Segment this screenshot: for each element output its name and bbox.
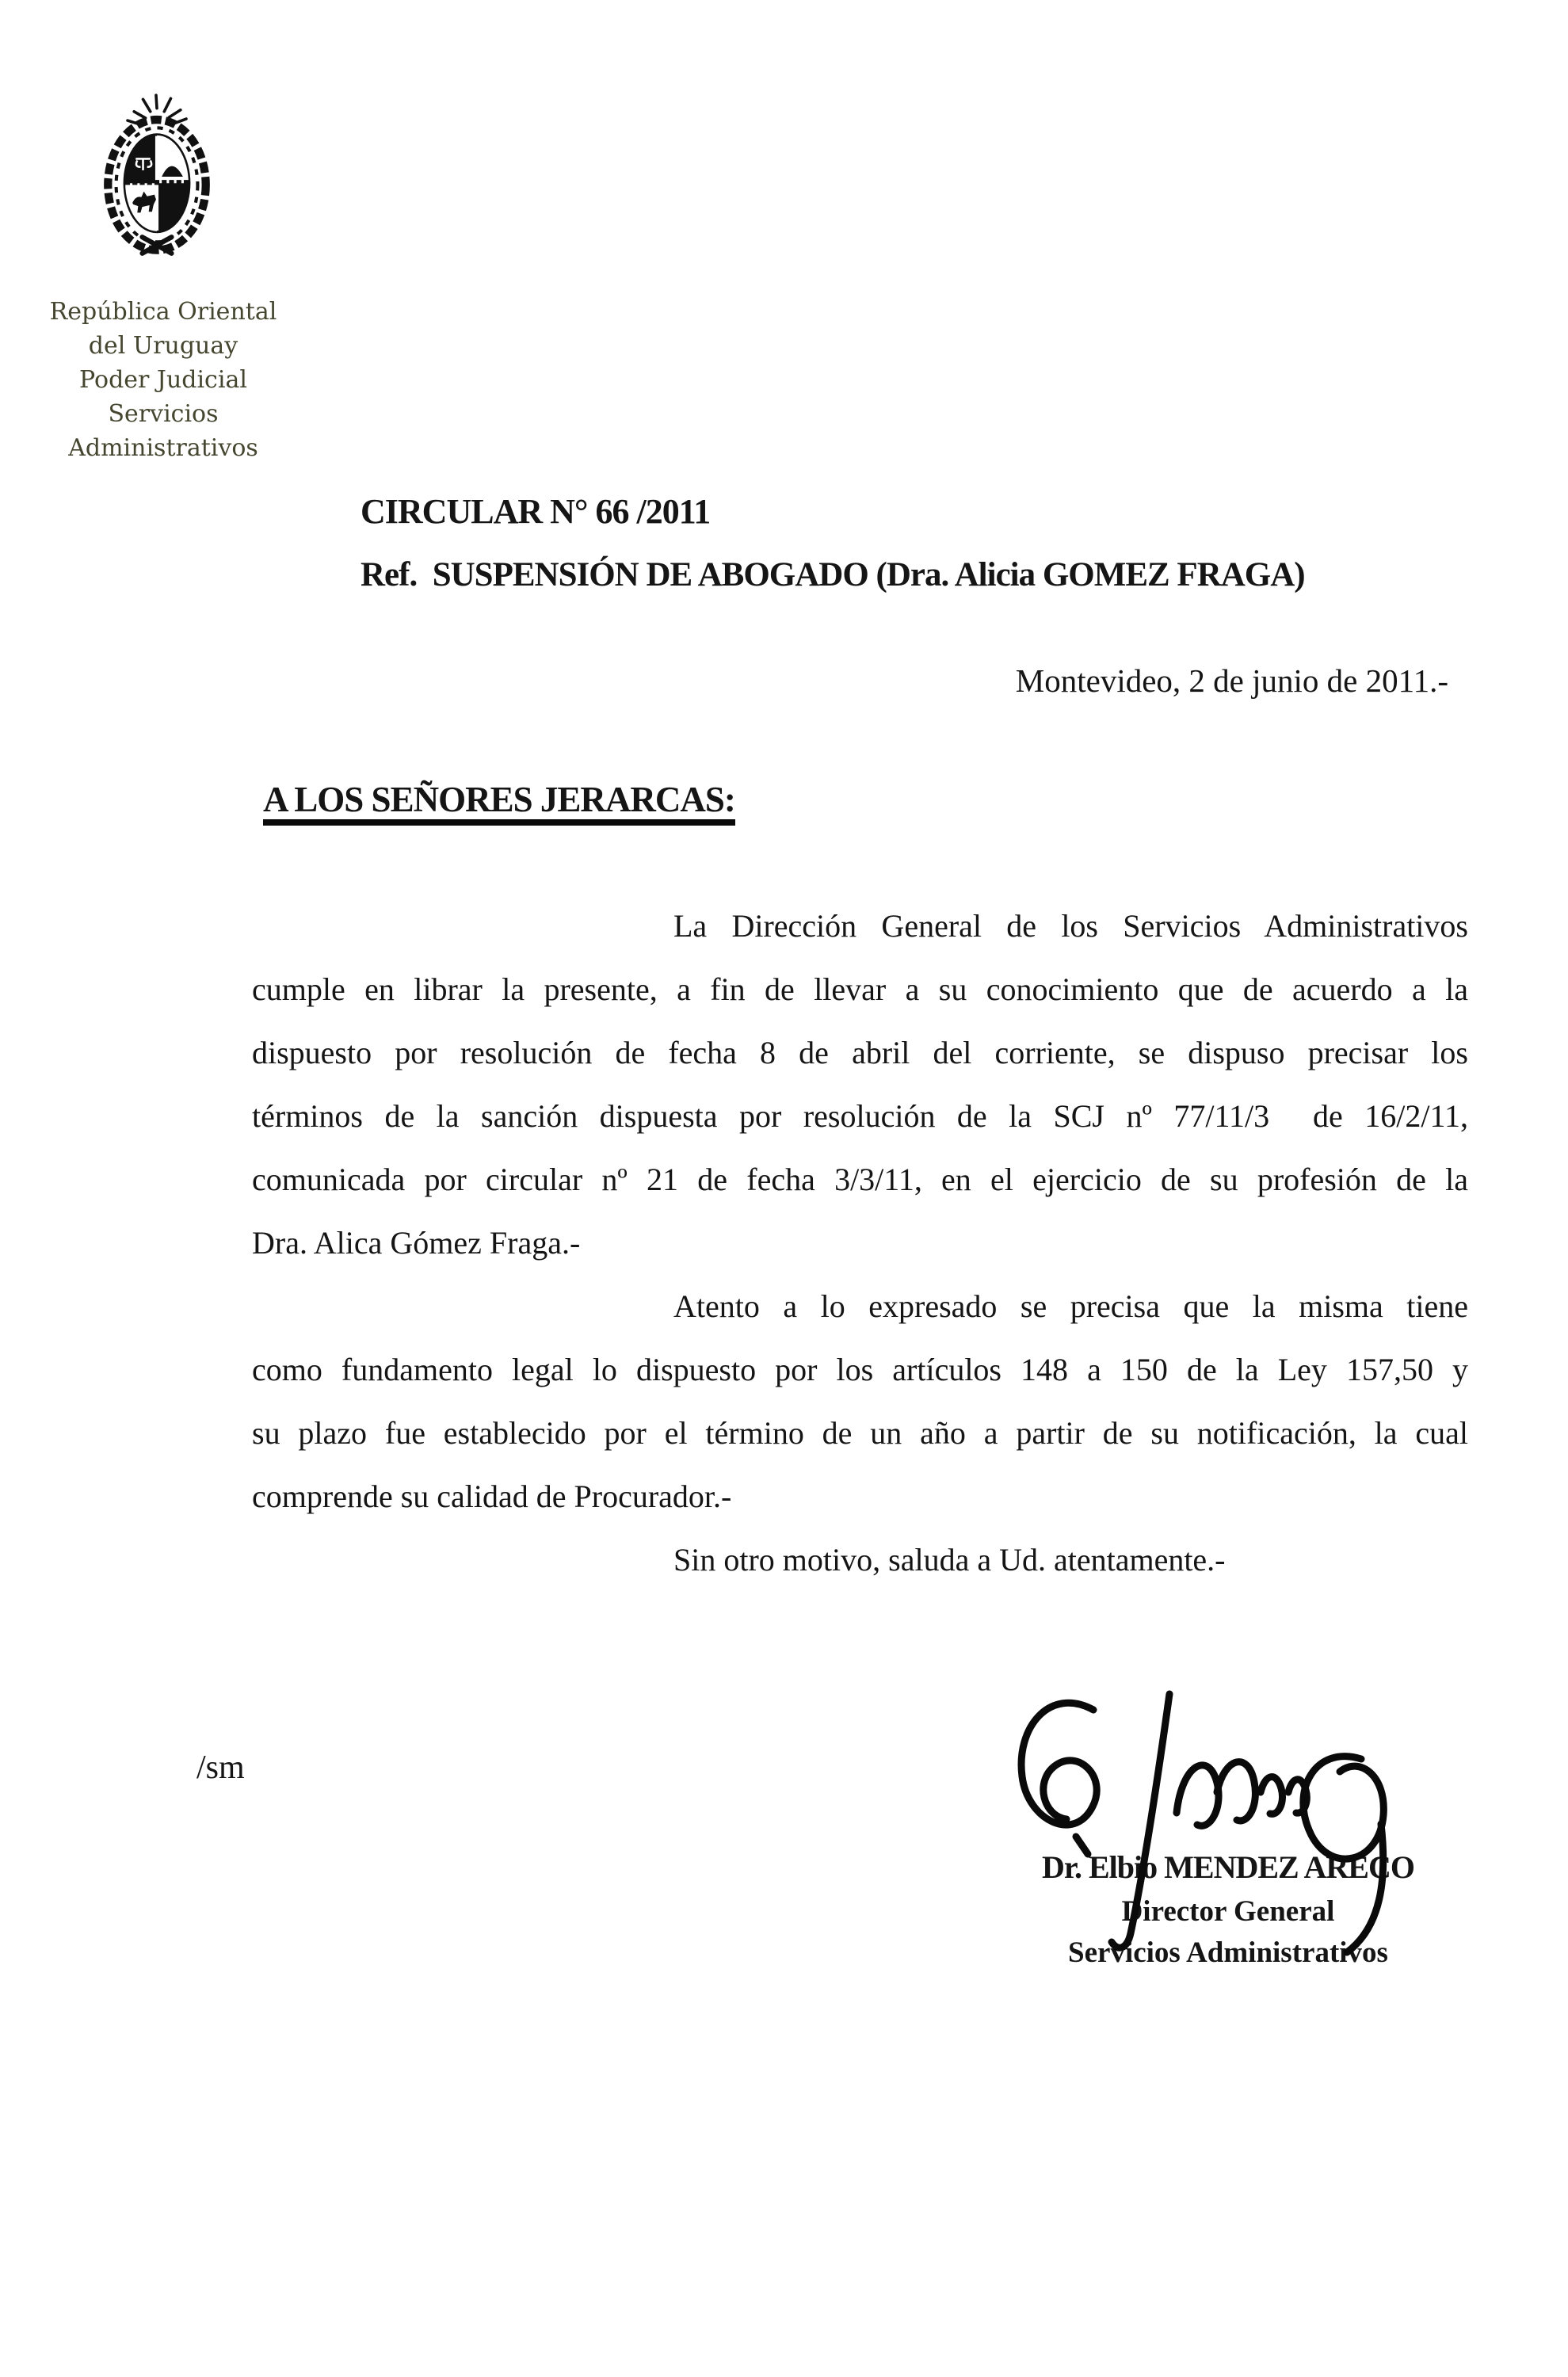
body-line: dispuesto por resolución de fecha 8 de abril del corriente, se dispuso precisar los <box>252 1035 1468 1070</box>
signatory-title: Director General <box>1121 1895 1335 1928</box>
signature-scribble <box>975 1672 1402 1961</box>
salutation-row <box>263 780 735 826</box>
body-line: Atento a lo expresado se precisa que la misma tiene <box>673 1288 1468 1324</box>
body-text <box>252 895 1468 1592</box>
uruguay-coat-of-arms-icon <box>100 93 214 257</box>
letterhead-line: Administrativos <box>68 434 258 462</box>
salutation: A LOS SEÑORES JERARCAS: <box>263 780 735 826</box>
dateline: Montevideo, 2 de junio de 2011.- <box>1015 662 1448 699</box>
body-line: La Dirección General de los Servicios Administrativos <box>673 908 1468 944</box>
body-line: comunicada por circular nº 21 de fecha 3/3/11, en el ejercicio de su profesión de la <box>252 1162 1468 1197</box>
typist-initials: /sm <box>196 1749 245 1786</box>
circular-number: CIRCULAR N° 66 /2011 <box>361 492 711 531</box>
letterhead-line: Poder Judicial <box>79 366 247 394</box>
letterhead-line: República Oriental <box>49 298 277 326</box>
signatory-name: Dr. Elbio MENDEZ ARECO <box>1042 1849 1414 1885</box>
body-line: su plazo fue establecido por el término de un año a partir de su notificación, la cual <box>252 1415 1468 1451</box>
letterhead-line: Servicios <box>108 400 219 428</box>
letterhead <box>32 295 295 465</box>
letterhead-line: del Uruguay <box>88 332 238 360</box>
body-line: comprende su calidad de Procurador.- <box>252 1478 732 1514</box>
body-line: cumple en librar la presente, a fin de llevar a su conocimiento que de acuerdo a la <box>252 971 1468 1007</box>
body-line: como fundamento legal lo dispuesto por los artículos 148 a 150 de la Ley 157,50 y <box>252 1352 1468 1387</box>
signatory-office: Servicios Administrativos <box>1068 1936 1388 1969</box>
reference-line: Ref. SUSPENSIÓN DE ABOGADO (Dra. Alicia GOMEZ FRAGA) <box>361 556 1305 593</box>
body-line: Sin otro motivo, saluda a Ud. atentamente.- <box>673 1542 1226 1578</box>
body-line: términos de la sanción dispuesta por resolución de la SCJ nº 77/11/3 de 16/2/11, <box>252 1098 1468 1134</box>
body-line: Dra. Alica Gómez Fraga.- <box>252 1225 581 1261</box>
heading-block <box>361 480 1305 607</box>
